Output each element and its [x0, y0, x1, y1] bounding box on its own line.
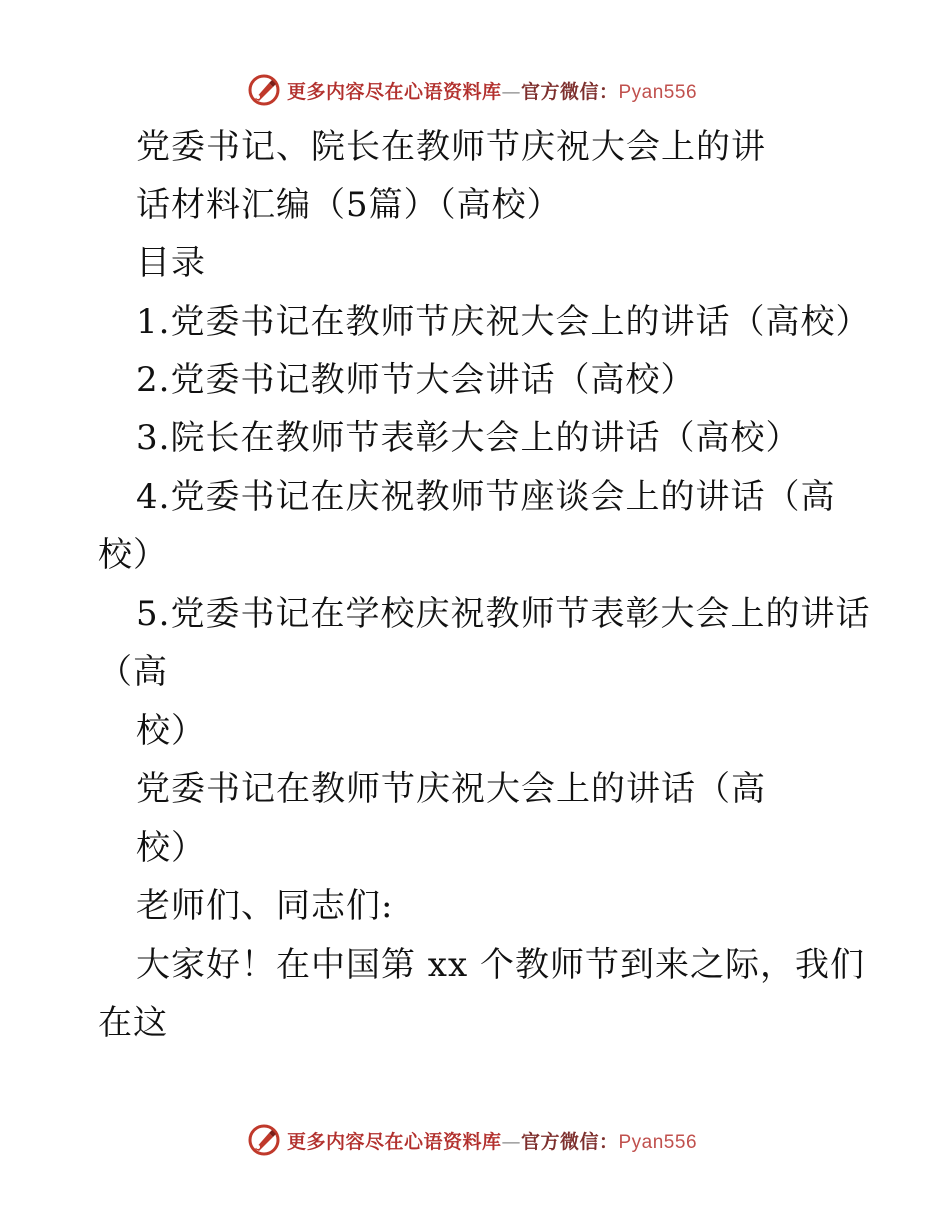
footer-banner-text — [287, 1127, 697, 1154]
text-line: 目录 — [136, 243, 206, 283]
header-banner — [0, 70, 950, 110]
footer-banner-content — [247, 1123, 697, 1157]
toc-item: 3.院长在教师节表彰大会上的讲话（高校） — [136, 418, 801, 458]
banner-wechat-label: 官方微信： — [520, 1130, 619, 1153]
text-line: 党委书记、院长在教师节庆祝大会上的讲 — [136, 127, 766, 167]
paragraph-line: 大家好！在中国第 xx 个教师节到来之际，我们 — [136, 945, 865, 985]
toc-item: 2.党委书记教师节大会讲话（高校） — [136, 360, 696, 400]
pen-logo-icon — [247, 73, 281, 107]
text-line: 校） — [136, 711, 206, 751]
paragraph-line: 在这 — [98, 1003, 168, 1043]
header-banner-text — [287, 77, 697, 104]
banner-main-text: 更多内容尽在心语资料库 — [286, 80, 502, 103]
pen-logo-icon — [247, 1123, 281, 1157]
banner-dash: — — [501, 1130, 521, 1153]
salutation: 老师们、同志们: — [136, 886, 394, 926]
banner-wechat-id: Pyan556 — [618, 81, 698, 103]
text-line: 话材料汇编（5篇）（高校） — [136, 185, 562, 225]
footer-banner — [0, 1120, 950, 1160]
text-line: 校） — [98, 535, 168, 575]
section-title: 校） — [136, 828, 206, 868]
banner-main-text: 更多内容尽在心语资料库 — [286, 1130, 502, 1153]
toc-item: 4.党委书记在庆祝教师节座谈会上的讲话（高 — [136, 477, 836, 517]
banner-dash: — — [501, 80, 521, 103]
text-line: （高 — [98, 652, 168, 692]
toc-item: 5.党委书记在学校庆祝教师节表彰大会上的讲话 — [136, 594, 871, 634]
toc-item: 1.党委书记在教师节庆祝大会上的讲话（高校） — [136, 302, 871, 342]
banner-wechat-id: Pyan556 — [618, 1131, 698, 1153]
section-title: 党委书记在教师节庆祝大会上的讲话（高 — [136, 769, 766, 809]
header-banner-content — [247, 73, 697, 107]
banner-wechat-label: 官方微信： — [520, 80, 619, 103]
